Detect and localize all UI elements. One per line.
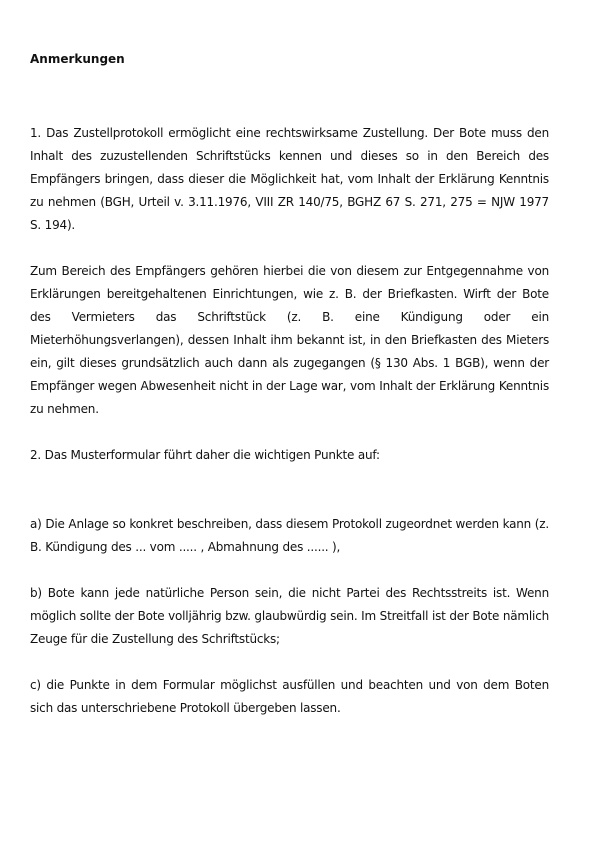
paragraph-zustellprotokoll: 1. Das Zustellprotokoll ermöglicht eine rechtswirksame Zustellung. Der Bote muss den Inhalt des zuzustellenden Schriftstücks kennen und dieses so in den Bereich des Empfängers bringen, dass dieser die Möglichkeit hat, vom Inhalt der Erklärung Kenntnis zu nehmen (BGH, Urteil v. 3.11.1976, VIII ZR 140/75, BGHZ 67 S. 271, 275 = NJW 1977 S. 194). [30,126,549,232]
document-page [30,50,549,720]
paragraph-point-a: a) Die Anlage so konkret beschreiben, dass diesem Protokoll zugeordnet werden kann (z. B. Kündigung des ... vom ..... , Abmahnung des ...... ), [30,517,549,554]
document-heading: Anmerkungen [30,52,125,66]
paragraph-bereich-empfaenger: Zum Bereich des Empfängers gehören hierbei die von diesem zur Entgegennahme von Erklärungen bereitgehaltenen Einrichtungen, wie z. B. der Briefkasten. Wirft der Bote des Vermieters das Schriftstück (z. B. eine Kündigung oder ein Mieterhöhungsverlangen), dessen Inhalt ihm bekannt ist, in den Briefkasten des Mieters ein, gilt dieses grundsätzlich auch dann als zugegangen (§ 130 Abs. 1 BGB), wenn der Empfänger wegen Abwesenheit nicht in der Lage war, vom Inhalt der Erklärung Kenntnis zu nehmen. [30,264,549,416]
paragraph-point-b: b) Bote kann jede natürliche Person sein, die nicht Partei des Rechtsstreits ist. Wenn möglich sollte der Bote volljährig bzw. glaubwürdig sein. Im Streitfall ist der Bote nämlich Zeuge für die Zustellung des Schriftstücks; [30,586,549,646]
paragraph-point-c: c) die Punkte in dem Formular möglichst ausfüllen und beachten und von dem Boten sich das unterschriebene Protokoll übergeben lassen. [30,678,549,715]
paragraph-musterformular: 2. Das Musterformular führt daher die wichtigen Punkte auf: [30,448,380,462]
